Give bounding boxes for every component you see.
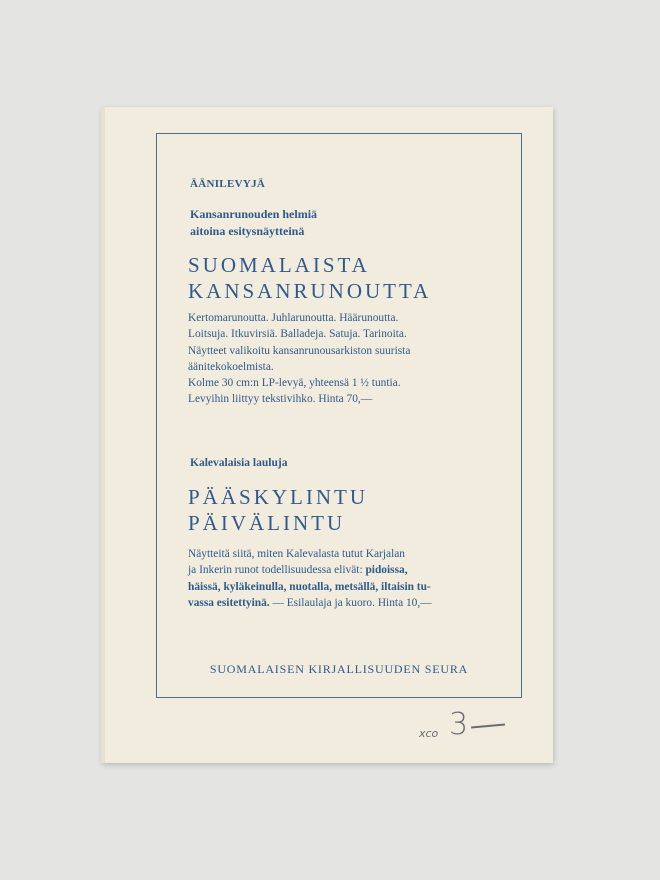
book-back-cover — [101, 107, 553, 763]
record1-subtitle-line: aitoina esitysnäytteinä — [190, 224, 305, 238]
record2-text-bold: vassa esitettyinä. — [188, 596, 270, 609]
record2-description-line — [188, 595, 508, 611]
pencil-number: 3 — [449, 707, 469, 742]
publisher-name: SUOMALAISEN KIRJALLISUUDEN SEURA — [209, 662, 469, 676]
spine-edge — [101, 107, 105, 763]
record1-subtitle-line: Kansanrunouden helmiä — [190, 207, 318, 221]
record1-description-line: Levyihin liittyy tekstivihko. Hinta 70,— — [188, 393, 373, 406]
record1-title-line: KANSANRUNOUTTA — [188, 279, 432, 303]
section-heading: ÄÄNILEVYJÄ — [190, 178, 266, 190]
record2-description-line — [188, 562, 508, 578]
record2-text-bold: pidoissa, — [365, 564, 408, 577]
record2-description-line: häissä, kyläkeinulla, nuotalla, metsällä, iltaisin tu- — [188, 580, 431, 593]
record2-description — [188, 546, 508, 611]
record1-description-line: Loitsuja. Itkuvirsiä. Balladeja. Satuja. Tarinoita. — [188, 328, 407, 341]
record2-text-plain: — Esilaulaja ja kuoro. Hinta 10,— — [269, 596, 432, 609]
record2-text-plain: ja Inkerin runot todellisuudessa elivät: — [188, 564, 366, 577]
record1-description-line: Kolme 30 cm:n LP-levyä, yhteensä 1 ½ tuntia. — [188, 377, 401, 390]
record1-subtitle — [190, 206, 317, 240]
record2-title-line: PÄIVÄLINTU — [188, 511, 346, 535]
pencil-code: xco — [419, 727, 439, 740]
record1-title-line: SUOMALAISTA — [188, 253, 370, 277]
printed-frame — [156, 133, 522, 698]
record2-title — [188, 484, 368, 536]
record2-description-line: Näytteitä siitä, miten Kalevalasta tutut Karjalan — [188, 548, 405, 560]
record2-subtitle: Kalevalaisia lauluja — [190, 457, 288, 469]
pencil-dash — [471, 724, 505, 728]
record1-title — [188, 252, 431, 304]
record1-description-line: Kertomarunoutta. Juhlarunoutta. Häärunoutta. — [188, 312, 399, 324]
record1-description-line: Näytteet valikoitu kansanrunousarkiston suurista — [188, 344, 411, 357]
record1-description — [188, 310, 508, 408]
record1-description-line: äänitekokoelmista. — [188, 360, 274, 373]
record2-title-line: PÄÄSKYLINTU — [188, 485, 368, 509]
